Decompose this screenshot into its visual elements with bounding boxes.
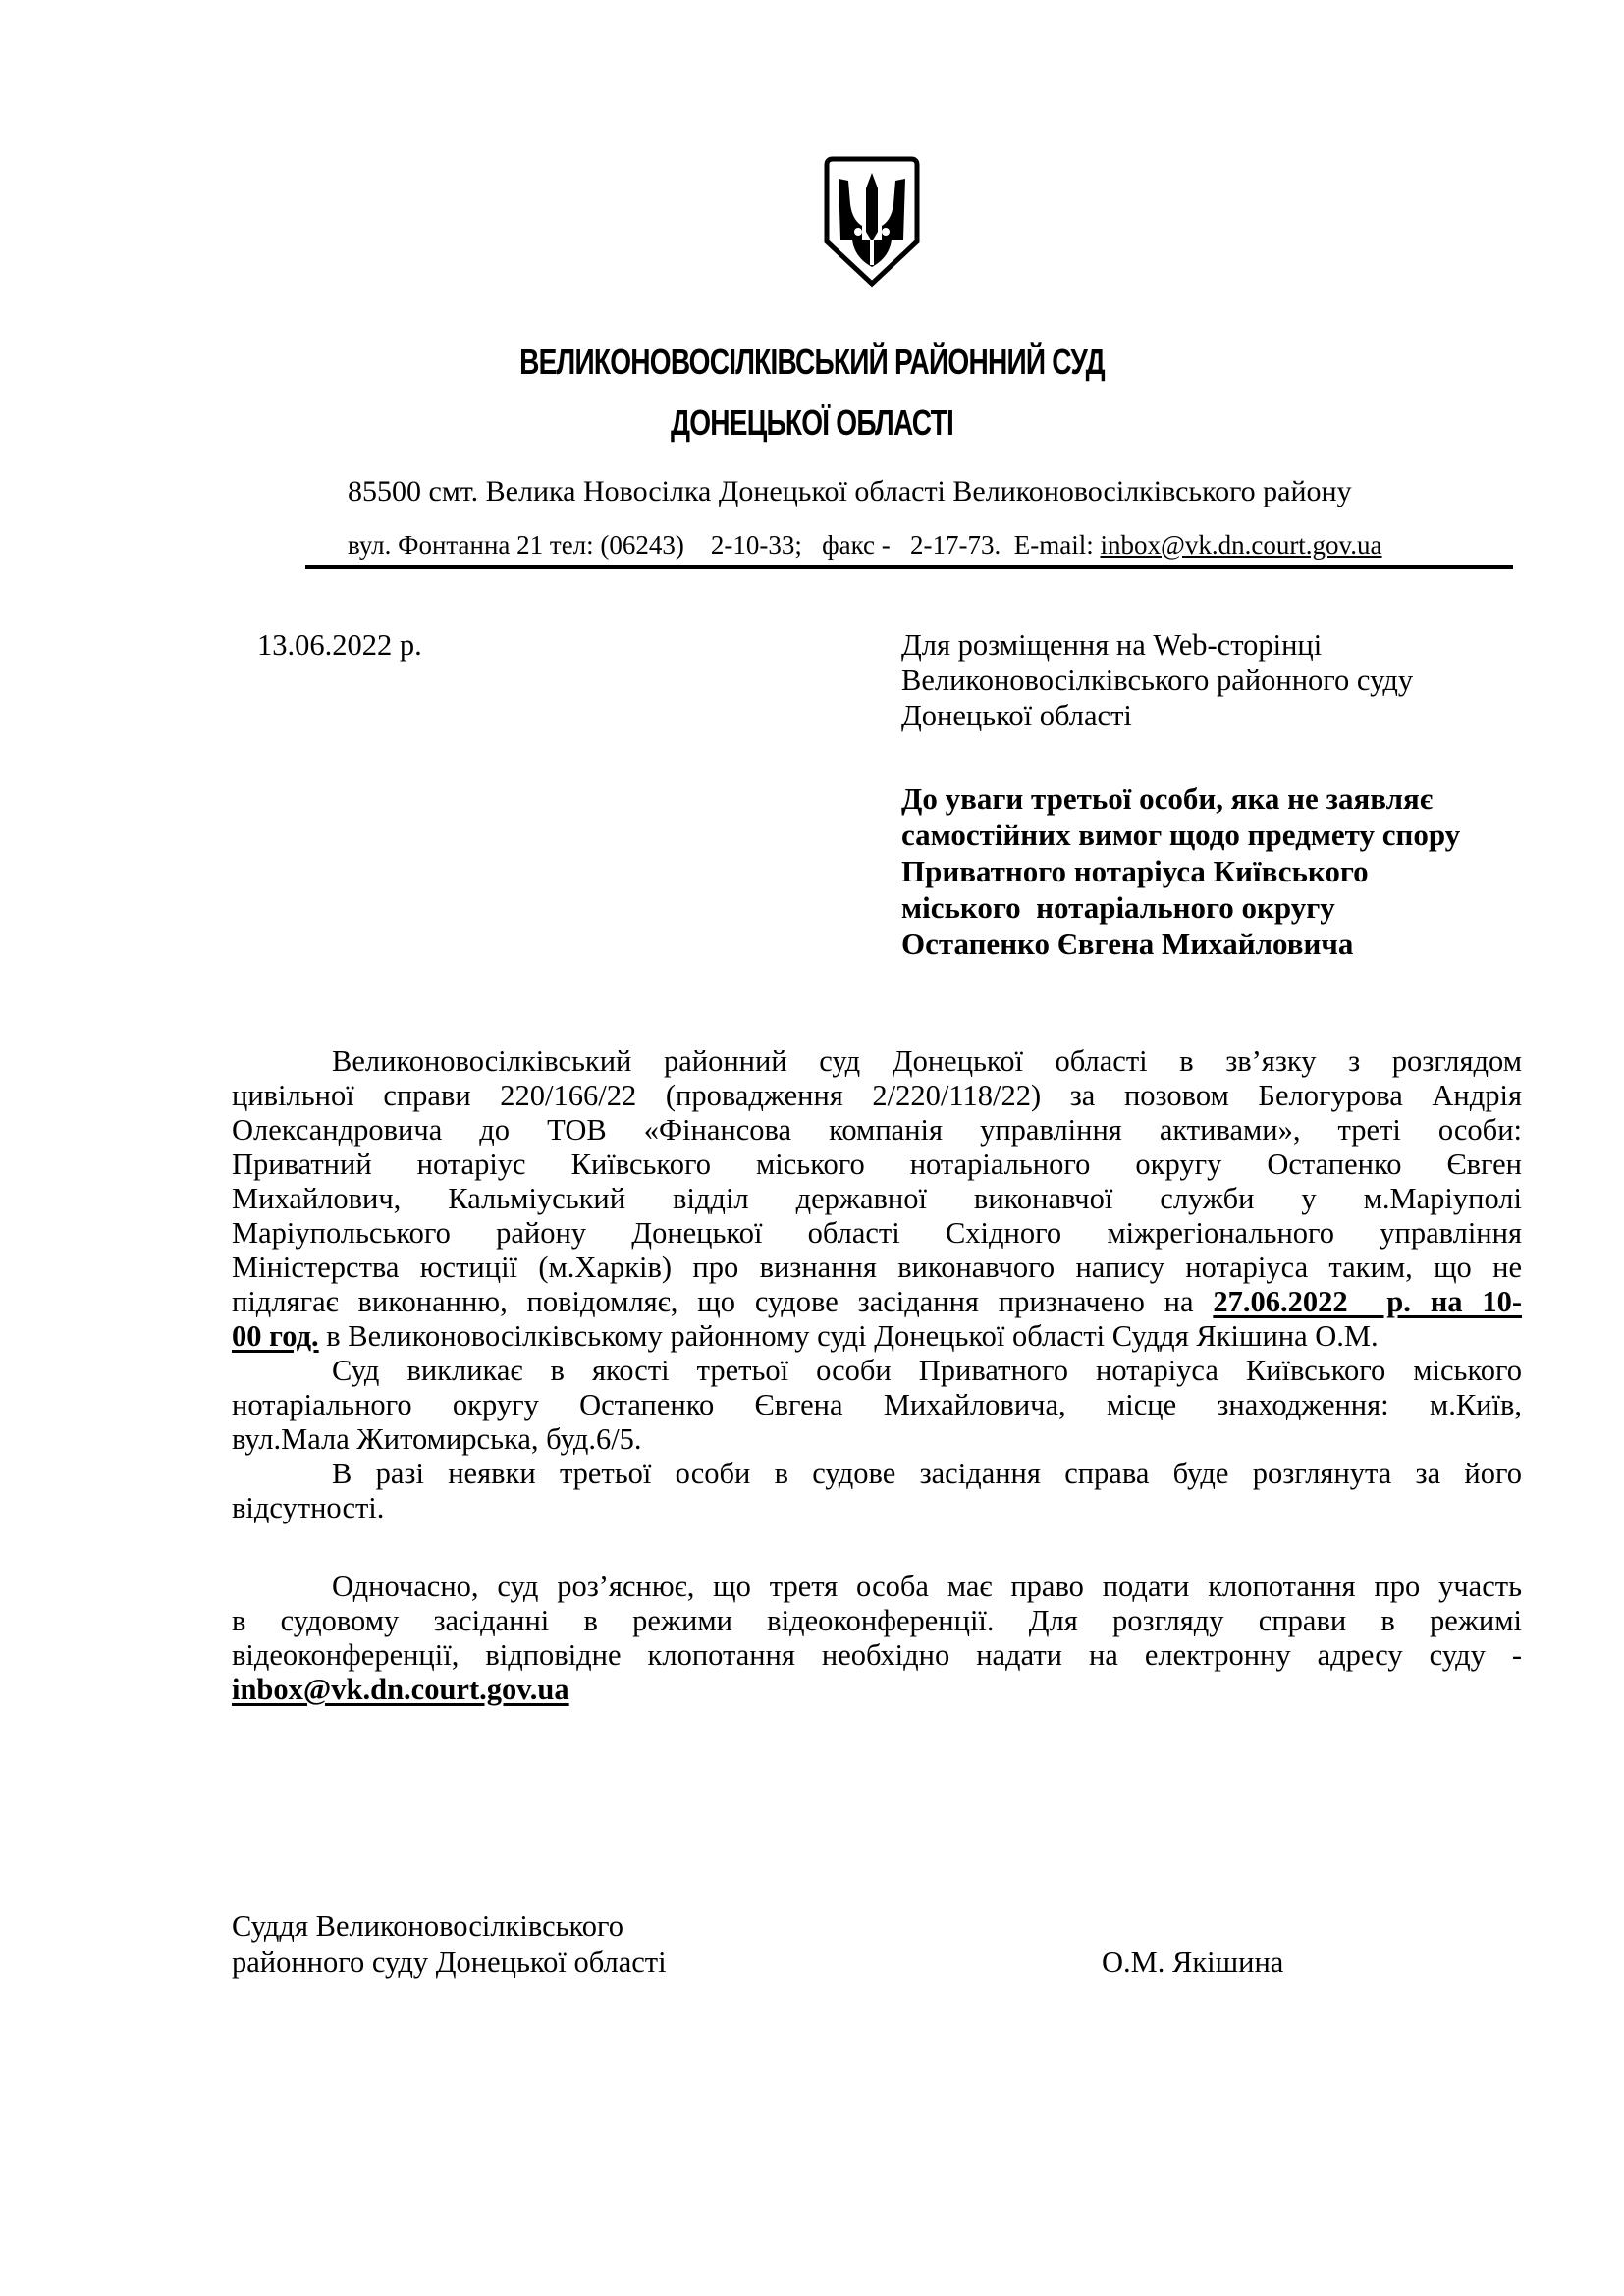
addressee-line: Приватного нотаріуса Київського <box>901 854 1369 888</box>
header-email-link[interactable]: inbox@vk.dn.court.gov.ua <box>1100 530 1382 560</box>
body-line: Олександровича до ТОВ «Фінансова компанія управління активами», треті особи: <box>232 1113 1522 1147</box>
body-line: вул.Мала Житомирська, буд.6/5. <box>232 1422 642 1456</box>
body-line: цивільної справи 220/166/22 (провадження 2/220/118/22) за позовом Белогурова Андрія <box>232 1079 1522 1112</box>
court-contacts <box>348 530 1382 561</box>
placement-note-line: Донецької області <box>901 699 1132 732</box>
hearing-date: 27.06.2022 р. на 10- <box>1213 1285 1522 1318</box>
court-name-line2: ДОНЕЦЬКОЇ ОБЛАСТІ <box>671 402 953 443</box>
placement-note-line: Для розміщення на Web-сторінці <box>901 628 1323 662</box>
judge-name: О.М. Якішина <box>1102 1946 1284 1979</box>
body-line: Михайлович, Кальміуський відділ державної виконавчої служби у м.Маріуполі <box>232 1182 1522 1215</box>
court-name-line1: ВЕЛИКОНОВОСІЛКІВСЬКИЙ РАЙОННИЙ СУД <box>519 342 1105 382</box>
body-line: нотаріального округу Остапенко Євгена Михайловича, місце знаходження: м.Київ, <box>232 1388 1522 1421</box>
body-line <box>232 1673 1522 1707</box>
body-line <box>232 1319 1522 1354</box>
addressee-line: До уваги третьої особи, яка не заявляє <box>901 781 1434 816</box>
hearing-time: 00 год. <box>232 1319 319 1353</box>
body-line: відеоконференції, відповідне клопотання необхідно надати на електронну адресу суду - <box>232 1638 1522 1672</box>
court-address: 85500 смт. Велика Новосілка Донецької області Великоновосілківського району <box>348 475 1352 507</box>
body-line: Суд викликає в якості третьої особи Приватного нотаріуса Київського міського <box>332 1354 1522 1387</box>
body-line: В разі неявки третьої особи в судове засідання справа буде розглянута за його <box>332 1457 1522 1490</box>
body-line: Одночасно, суд роз’яснює, що третя особа має право подати клопотання про участь <box>332 1570 1522 1603</box>
placement-note-line: Великоновосілківського районного суду <box>901 664 1414 697</box>
document-date: 13.06.2022 р. <box>257 628 422 662</box>
body-line: в судовому засіданні в режими відеоконференції. Для розгляду справи в режимі <box>232 1604 1522 1637</box>
body-line: Великоновосілківський районний суд Донецької області в зв’язку з розглядом <box>332 1044 1522 1078</box>
signature-title-line: районного суду Донецької області <box>232 1946 667 1979</box>
addressee-line: міського нотаріального округу <box>901 890 1335 925</box>
body-line: Міністерства юстиції (м.Харків) про визнання виконавчого напису нотаріуса таким, що не <box>232 1251 1522 1284</box>
body-line <box>232 1285 1522 1319</box>
header-divider <box>305 565 1513 569</box>
addressee-line: самостійних вимог щодо предмету спору <box>901 818 1461 852</box>
court-email-link[interactable]: inbox@vk.dn.court.gov.ua <box>232 1673 569 1706</box>
body-text: в Великоновосілківському районному суді Донецької області Суддя Якішина О.М. <box>318 1319 1379 1353</box>
body-text: підлягає виконанню, повідомляє, що судове засідання призначено на <box>232 1285 1214 1318</box>
body-line: Маріупольського району Донецької області Східного міжрегіонального управління <box>232 1216 1522 1250</box>
addressee-line: Остапенко Євгена Михайловича <box>901 927 1354 961</box>
body-line: Приватний нотаріус Київського міського нотаріального округу Остапенко Євген <box>232 1148 1522 1181</box>
body-line: відсутності. <box>232 1491 385 1524</box>
ukraine-trident-coat-of-arms-icon <box>823 155 921 288</box>
signature-title-line: Суддя Великоновосілківського <box>232 1909 624 1943</box>
contacts-text: вул. Фонтанна 21 тел: (06243) 2-10-33; факс - 2-17-73. E-mail: <box>348 530 1101 560</box>
